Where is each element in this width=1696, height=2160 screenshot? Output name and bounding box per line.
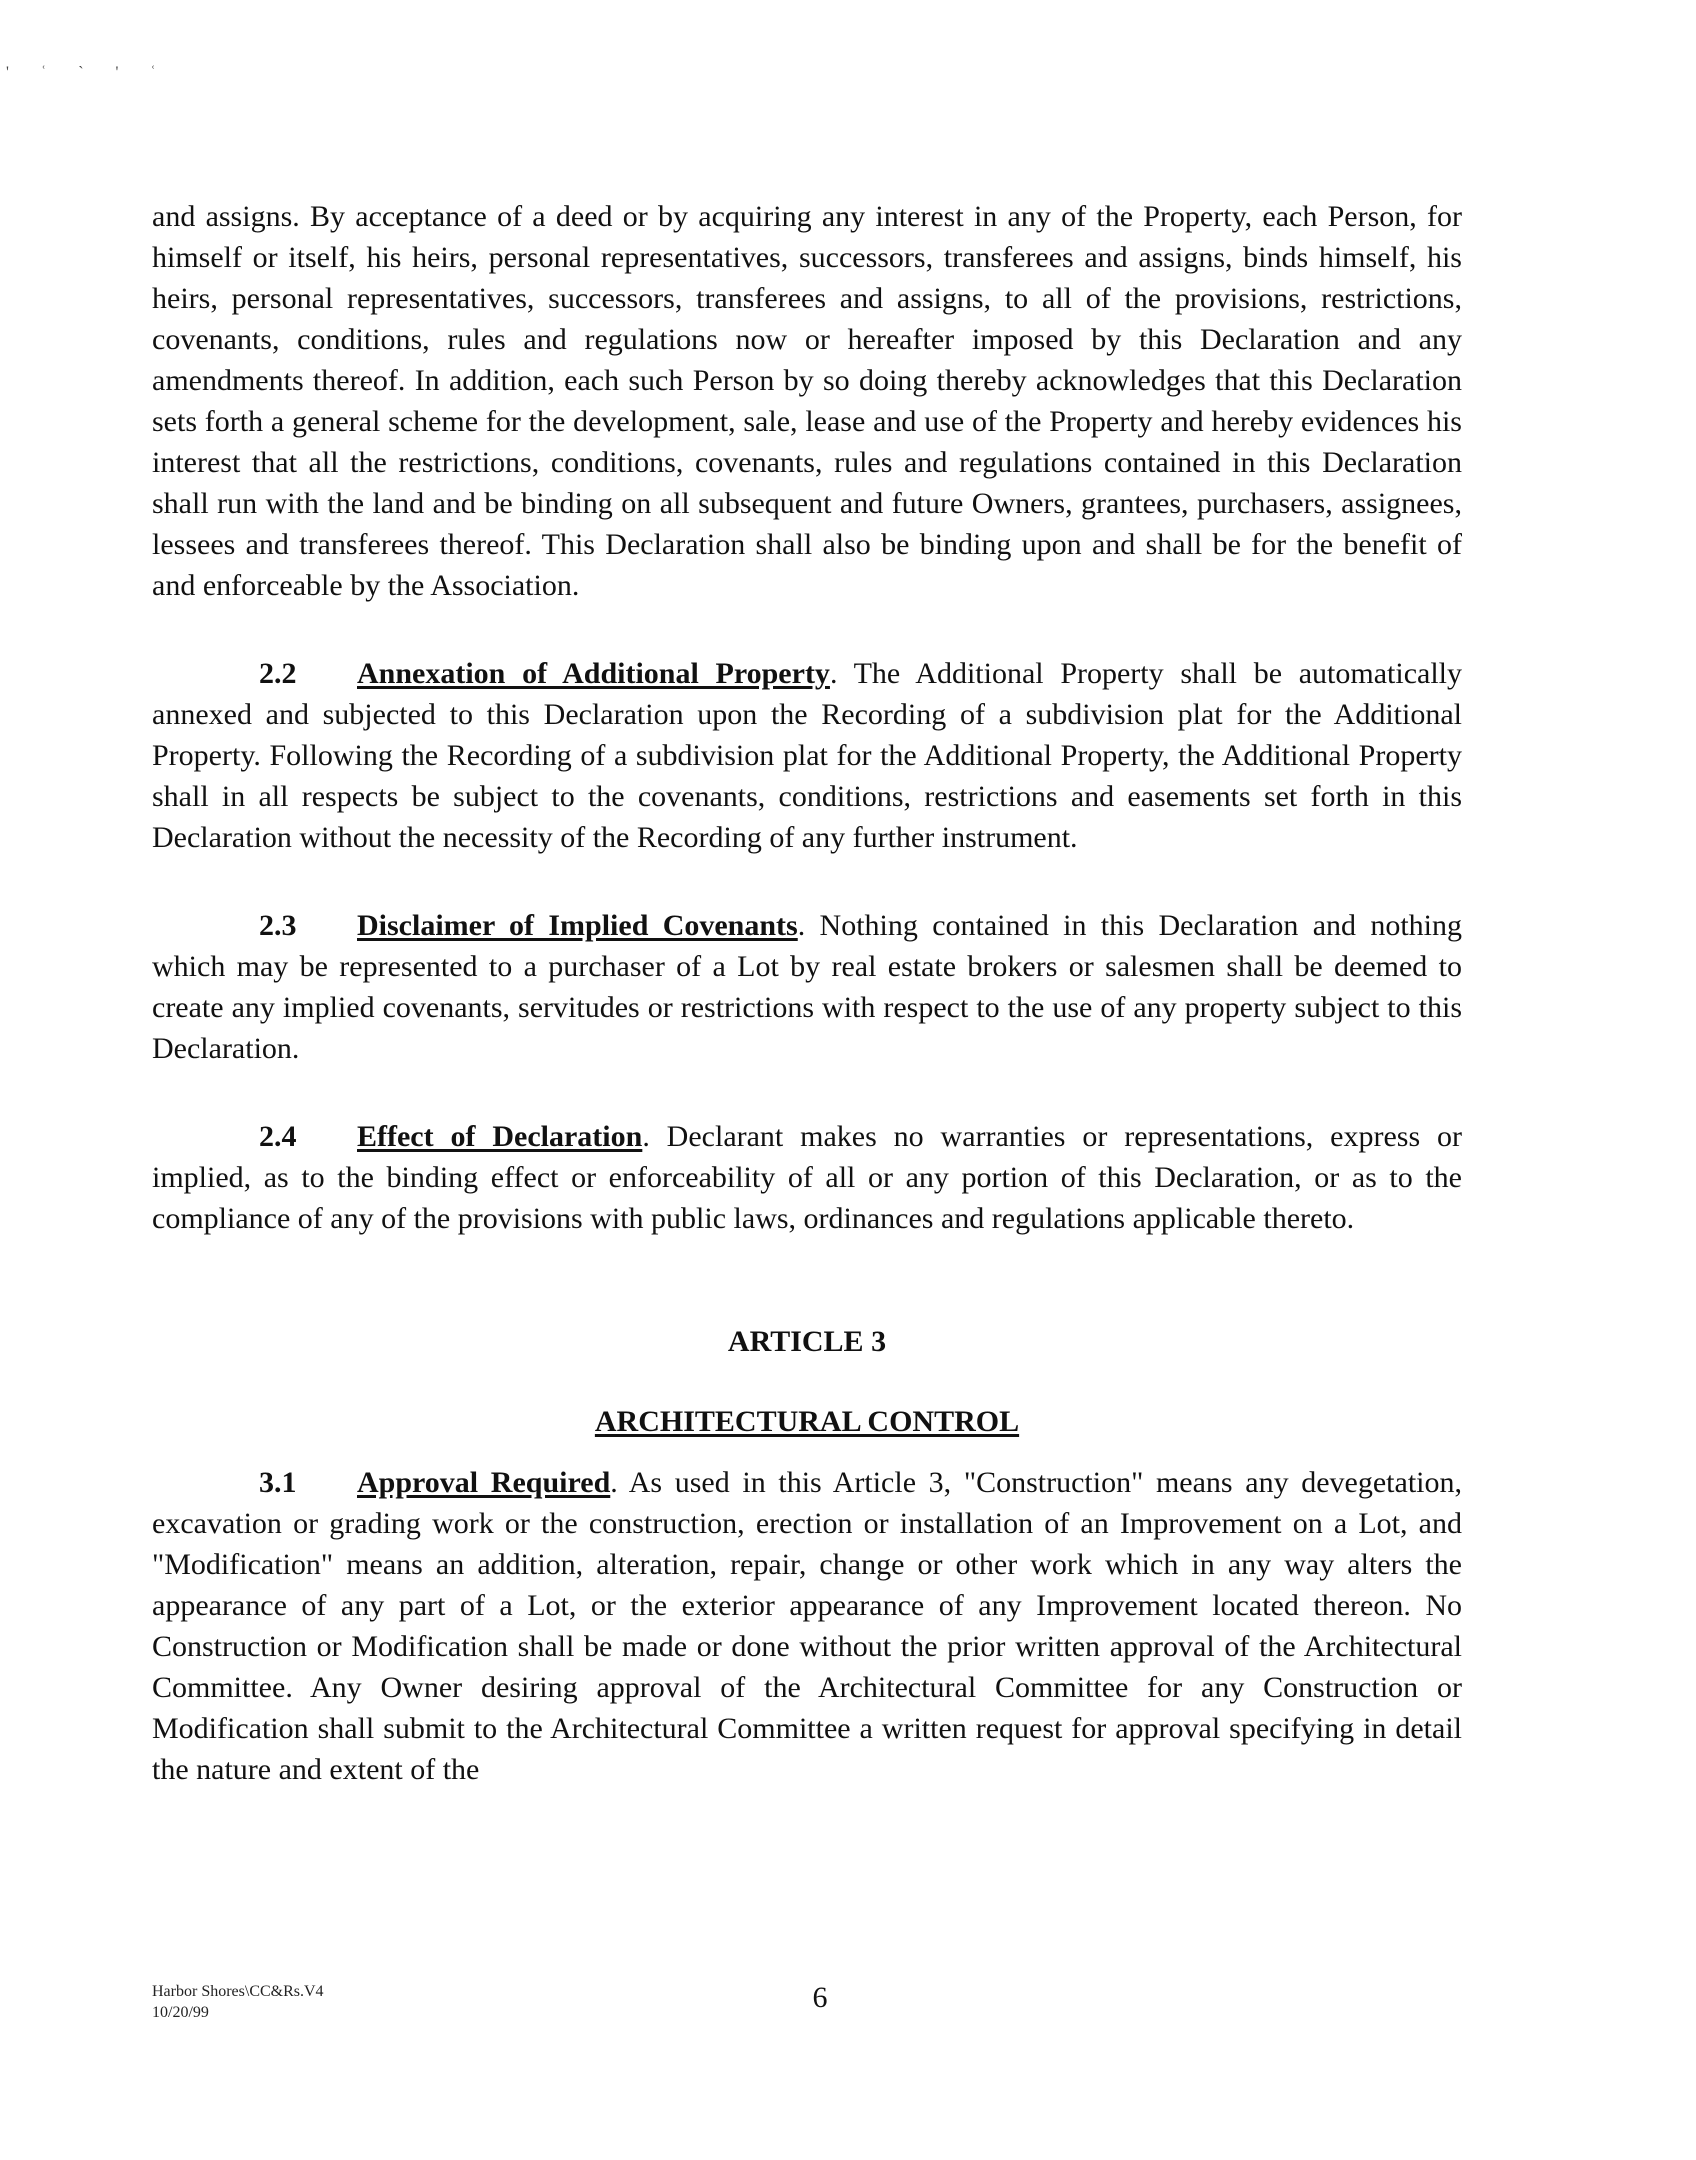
- section-title: Approval Required: [357, 1466, 611, 1499]
- footer-date: 10/20/99: [152, 2004, 209, 2021]
- section-2-3: [152, 905, 1462, 1069]
- footer-file-info: [152, 1981, 324, 2023]
- article-title: ARCHITECTURAL CONTROL: [594, 1405, 1020, 1438]
- document-page: [152, 196, 1462, 1790]
- footer-file-path: Harbor Shores\CC&Rs.V4: [152, 1983, 324, 2000]
- section-title: Disclaimer of Implied Covenants: [357, 909, 798, 942]
- section-title: Effect of Declaration: [357, 1120, 643, 1153]
- section-title: Annexation of Additional Property: [357, 657, 830, 690]
- page-number: 6: [812, 1981, 828, 2014]
- section-text: . Declarant makes no warranties or representations, express or implied, as to the binding effect or enforceability of all or any portion of this Declaration, or as to the compliance of any of the provisions with public laws, ordinances and regulations applicable thereto.: [152, 1120, 1462, 1235]
- article-heading: ARTICLE 3: [727, 1325, 887, 1358]
- section-text: . As used in this Article 3, "Construction" means any devegetation, excavation or grading work or the construction, erection or installation of an Improvement on a Lot, and "Modification" means an addition, alteration, repair, change or other work which in any way alters the appearance of any part of a Lot, or the exterior appearance of any Improvement located thereon. No Construction or Modification shall be made or done without the prior written approval of the Architectural Committee. Any Owner desiring approval of the Architectural Committee for any Construction or Modification shall submit to the Architectural Committee a written request for approval specifying in detail the nature and extent of the: [152, 1466, 1462, 1786]
- section-2-4: [152, 1116, 1462, 1239]
- section-number: 3.1: [259, 1466, 297, 1499]
- intro-paragraph: and assigns. By acceptance of a deed or by acquiring any interest in any of the Property, each Person, for himself or itself, his heirs, personal representatives, successors, transferees and assigns, binds himself, his heirs, personal representatives, successors, transferees and assigns, to all of the provisions, restrictions, covenants, conditions, rules and regulations now or hereafter imposed by this Declaration and any amendments thereof. In addition, each such Person by so doing thereby acknowledges that this Declaration sets forth a general scheme for the development, sale, lease and use of the Property and hereby evidences his interest that all the restrictions, conditions, covenants, rules and regulations contained in this Declaration shall run with the land and be binding on all subsequent and future Owners, grantees, purchasers, assignees, lessees and transferees thereof. This Declaration shall also be binding upon and shall be for the benefit of and enforceable by the Association.: [152, 200, 1462, 602]
- section-number: 2.4: [259, 1120, 297, 1153]
- section-2-2: [152, 653, 1462, 858]
- section-text: . Nothing contained in this Declaration and nothing which may be represented to a purchaser of a Lot by real estate brokers or salesmen shall be deemed to create any implied covenants, servitudes or restrictions with respect to the use of any property subject to this Declaration.: [152, 909, 1463, 1065]
- section-text: . The Additional Property shall be automatically annexed and subjected to this Declaration upon the Recording of a subdivision plat for the Additional Property. Following the Recording of a subdivision plat for the Additional Property, the Additional Property shall in all respects be subject to the covenants, conditions, restrictions and easements set forth in this Declaration without the necessity of the Recording of any further instrument.: [152, 657, 1463, 854]
- scan-artifact-marks: ' ʿ ` ' ʿ: [6, 64, 170, 81]
- section-number: 2.2: [259, 657, 297, 690]
- section-number: 2.3: [259, 909, 297, 942]
- section-3-1: [152, 1462, 1462, 1790]
